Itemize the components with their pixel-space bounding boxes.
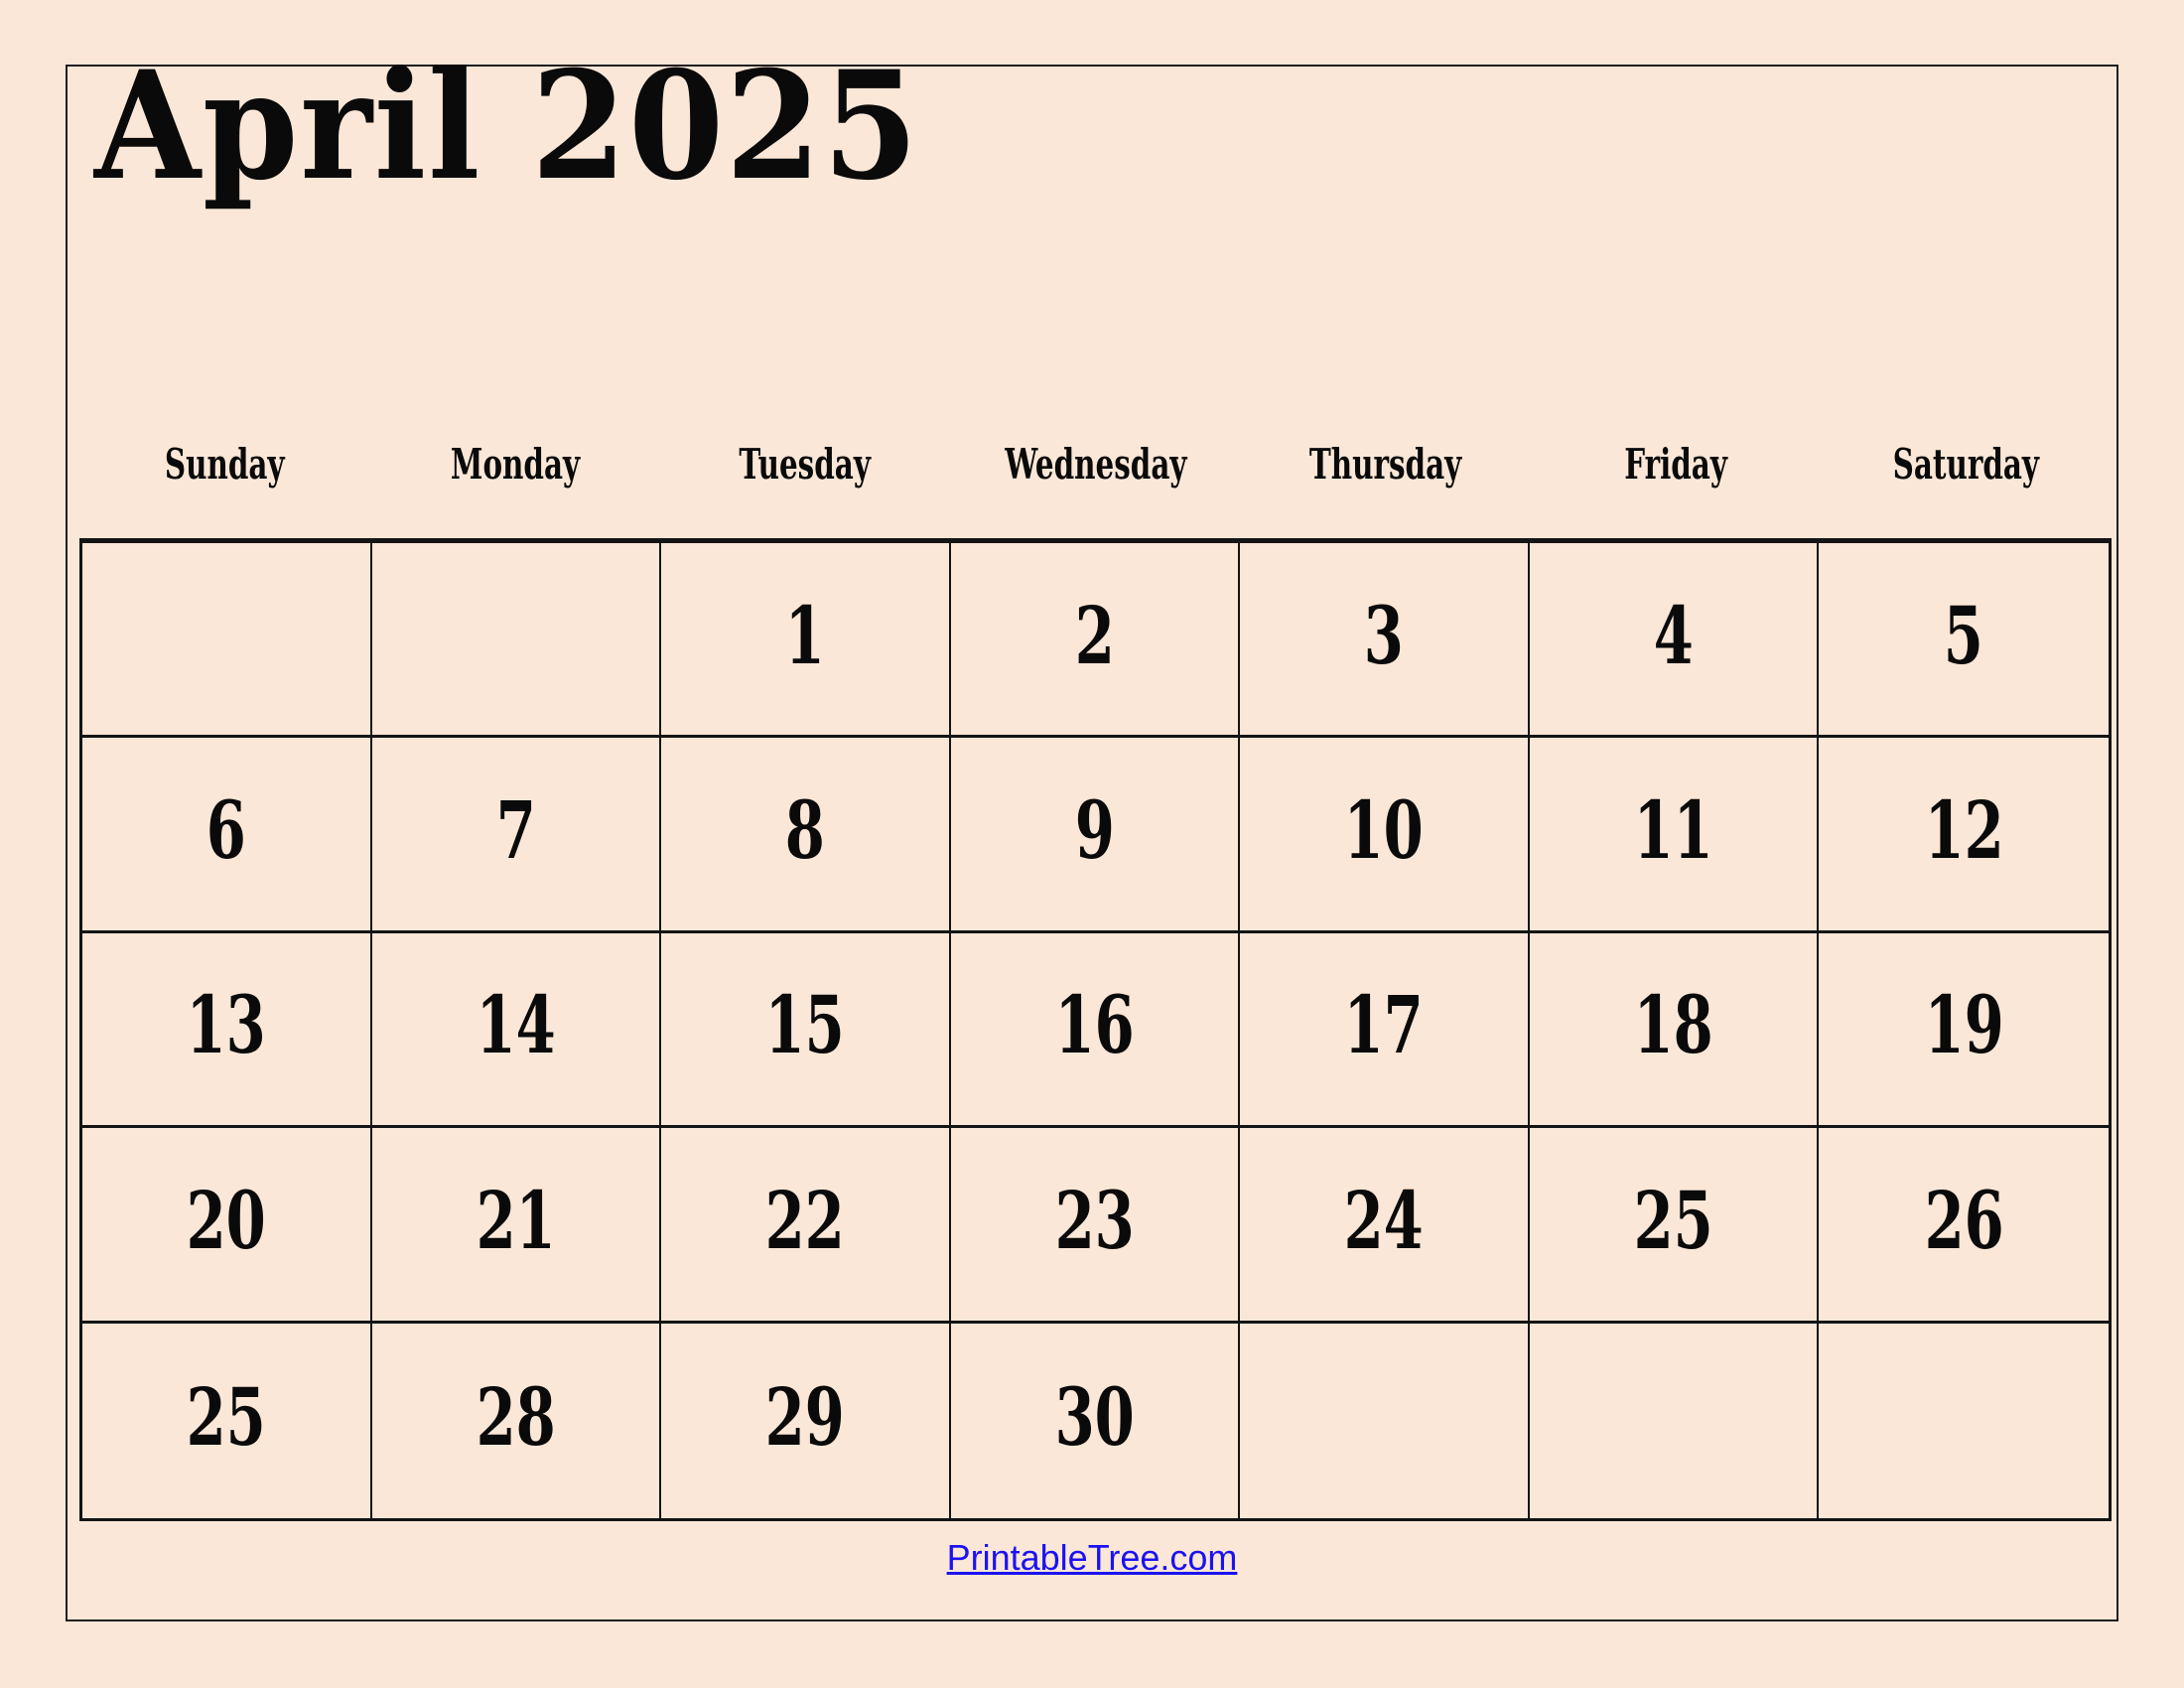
day-number: 2 xyxy=(1074,588,1115,682)
day-cell xyxy=(1240,1128,1530,1323)
day-cell xyxy=(372,1324,662,1518)
day-number: 19 xyxy=(1924,978,2004,1072)
day-number: 3 xyxy=(1364,588,1405,682)
weekday-monday xyxy=(369,440,659,490)
weekday-label: Saturday xyxy=(1893,440,2040,489)
day-number: 7 xyxy=(495,783,536,878)
day-cell xyxy=(1819,543,2109,738)
day-cell xyxy=(82,933,372,1128)
day-cell xyxy=(951,1324,1241,1518)
day-number: 22 xyxy=(764,1173,845,1267)
day-cell xyxy=(82,738,372,932)
day-number: 26 xyxy=(1924,1173,2004,1267)
footer xyxy=(0,1537,2184,1579)
day-number: 13 xyxy=(186,978,266,1072)
day-cell xyxy=(1819,933,2109,1128)
weekday-label: Wednesday xyxy=(1004,440,1187,489)
day-cell xyxy=(951,933,1241,1128)
calendar-grid xyxy=(79,538,2112,1521)
day-number: 25 xyxy=(1633,1173,1713,1267)
day-cell xyxy=(372,1128,662,1323)
day-cell xyxy=(661,543,951,738)
day-cell xyxy=(82,1128,372,1323)
day-number: 1 xyxy=(784,588,825,682)
day-cell xyxy=(661,933,951,1128)
day-number: 8 xyxy=(784,783,825,878)
day-cell xyxy=(372,933,662,1128)
day-number: 30 xyxy=(1054,1369,1135,1464)
day-number: 23 xyxy=(1054,1173,1135,1267)
day-cell xyxy=(1240,738,1530,932)
day-number: 14 xyxy=(476,978,556,1072)
day-number: 12 xyxy=(1924,783,2004,878)
printabletree-link[interactable]: PrintableTree.com xyxy=(946,1537,1238,1578)
day-number: 18 xyxy=(1633,978,1713,1072)
day-cell xyxy=(1530,933,1820,1128)
day-cell xyxy=(951,738,1241,932)
weekday-saturday xyxy=(1822,440,2112,490)
day-number: 21 xyxy=(476,1173,556,1267)
day-cell xyxy=(1530,1128,1820,1323)
day-cell xyxy=(372,738,662,932)
day-number: 28 xyxy=(476,1369,556,1464)
day-cell xyxy=(1819,1324,2109,1518)
day-cell xyxy=(1819,738,2109,932)
weekday-sunday xyxy=(79,440,369,490)
day-cell xyxy=(1530,1324,1820,1518)
day-cell xyxy=(1240,933,1530,1128)
weekday-label: Thursday xyxy=(1309,440,1462,489)
day-cell xyxy=(1530,543,1820,738)
day-cell xyxy=(1240,1324,1530,1518)
weekday-tuesday xyxy=(660,440,950,490)
weekday-header-row xyxy=(79,440,2112,490)
weekday-thursday xyxy=(1241,440,1531,490)
day-cell xyxy=(82,1324,372,1518)
day-number: 11 xyxy=(1633,783,1713,878)
day-cell xyxy=(951,1128,1241,1323)
weekday-label: Friday xyxy=(1624,440,1728,489)
weekday-label: Monday xyxy=(450,440,580,489)
day-cell xyxy=(1819,1128,2109,1323)
weekday-wednesday xyxy=(950,440,1240,490)
weekday-friday xyxy=(1531,440,1821,490)
day-number: 17 xyxy=(1343,978,1425,1072)
day-cell xyxy=(661,1324,951,1518)
day-number: 5 xyxy=(1944,588,1984,682)
calendar-title: April 2025 xyxy=(94,39,920,213)
weekday-label: Sunday xyxy=(164,440,285,489)
day-number: 10 xyxy=(1343,783,1425,878)
day-cell xyxy=(1530,738,1820,932)
day-number: 4 xyxy=(1653,588,1694,682)
day-number: 25 xyxy=(186,1369,266,1464)
weekday-label: Tuesday xyxy=(739,440,872,489)
day-cell xyxy=(82,543,372,738)
day-number: 16 xyxy=(1054,978,1135,1072)
day-number: 9 xyxy=(1074,783,1115,878)
day-cell xyxy=(1240,543,1530,738)
day-number: 24 xyxy=(1343,1173,1425,1267)
day-number: 20 xyxy=(186,1173,266,1267)
day-cell xyxy=(372,543,662,738)
day-number: 15 xyxy=(764,978,845,1072)
day-number: 6 xyxy=(205,783,246,878)
day-cell xyxy=(661,1128,951,1323)
day-cell xyxy=(951,543,1241,738)
day-cell xyxy=(661,738,951,932)
day-number: 29 xyxy=(764,1369,845,1464)
